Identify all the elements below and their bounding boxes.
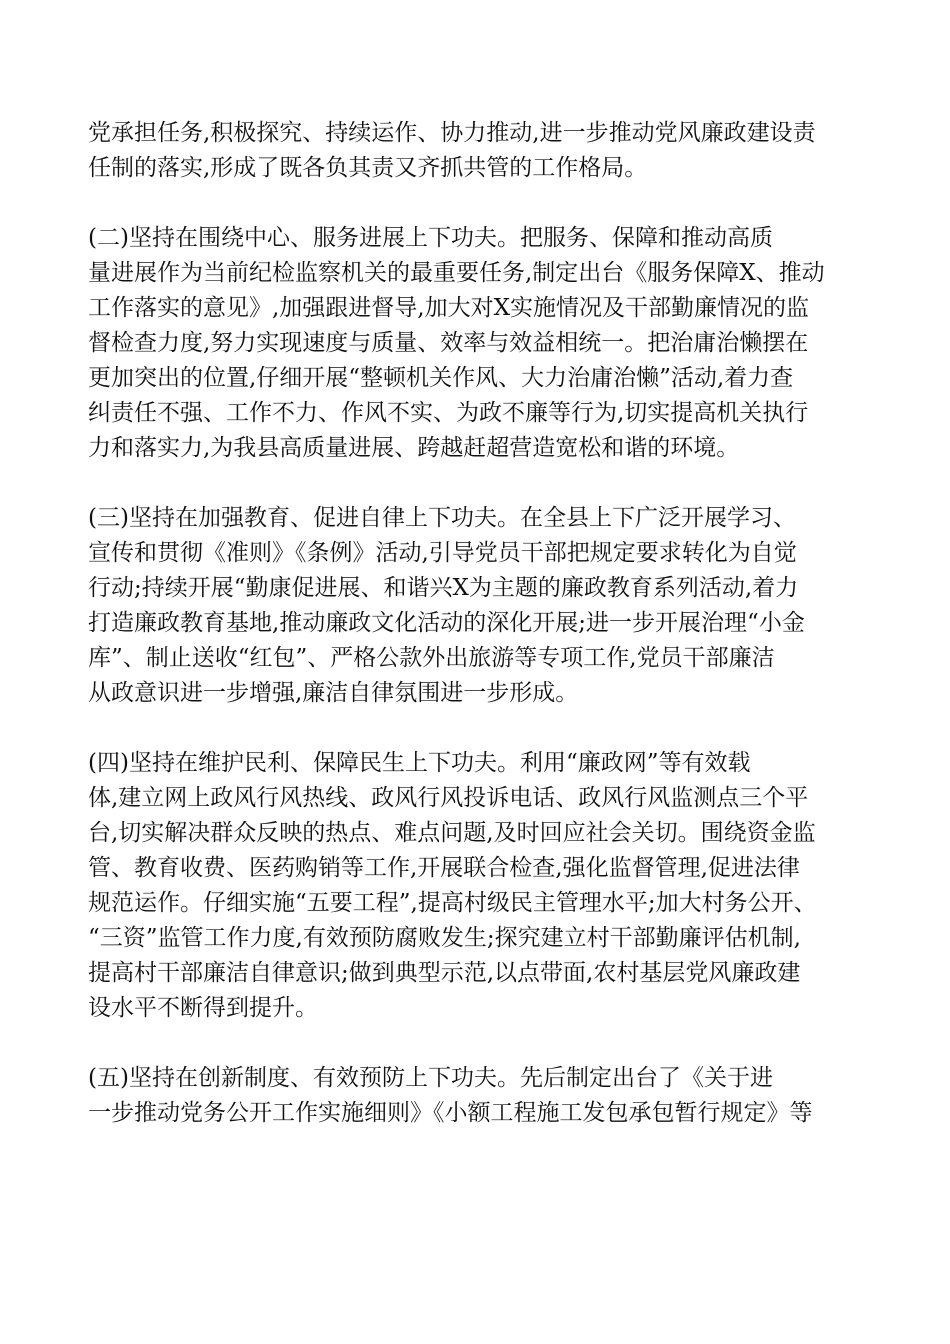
paragraph-spacer bbox=[88, 711, 868, 746]
paragraph-spacer bbox=[88, 1026, 868, 1061]
paragraph-spacer bbox=[88, 466, 868, 501]
document-page bbox=[88, 116, 868, 1131]
paragraph-spacer bbox=[88, 186, 868, 221]
paragraph-section-4: (四)坚持在维护民利、保障民生上下功夫。利用“廉政网”等有效载 体,建立网上政风行风热线、政风行风投诉电话、政风行风监测点三个平 台,切实解决群众反映的热点、难点问题,及时回应社会关切。围绕资金监 管、教育收费、医药购销等工作,开展联合检查,强化监督管理,促进法律 规范运作。仔细实施“五要工程”,提高村级民主管理水平;加大村务公开、 “三资”监管工作力度,有效预防腐败发生;探究建立村干部勤廉评估机制, 提高村干部廉洁自律意识;做到典型示范,以点带面,农村基层党风廉政建 设水平不断得到提升。 bbox=[88, 750, 817, 1021]
paragraph-section-3: (三)坚持在加强教育、促进自律上下功夫。在全县上下广泛开展学习、 宣传和贯彻《准则》《条例》活动,引导党员干部把规定要求转化为自觉 行动;持续开展“勤康促进展、和谐兴X为主题的廉政教育系列活动,着力 打造廉政教育基地,推动廉政文化活动的深化开展;进一步开展治理“小金 库”、制止送收“红包”、严格公款外出旅游等专项工作,党员干部廉洁 从政意识进一步增强,廉洁自律氛围进一步形成。 bbox=[88, 505, 805, 706]
paragraph-section-2: (二)坚持在围绕中心、服务进展上下功夫。把服务、保障和推动高质 量进展作为当前纪检监察机关的最重要任务,制定出台《服务保障X、推动 工作落实的意见》,加强跟进督导,加大对X实施情况及干部勤廉情况的监 督检查力度,努力实现速度与质量、效率与效益相统一。把治庸治懒摆在 更加突出的位置,仔细开展“整顿机关作风、大力治庸治懒”活动,着力查 纠责任不强、工作不力、作风不实、为政不廉等行为,切实提高机关执行 力和落实力,为我县高质量进展、跨越赶超营造宽松和谐的环境。 bbox=[88, 225, 825, 461]
paragraph-section-5: (五)坚持在创新制度、有效预防上下功夫。先后制定出台了《关于进 一步推动党务公开工作实施细则》《小额工程施工发包承包暂行规定》等 bbox=[88, 1065, 813, 1126]
paragraph-continuation: 党承担任务,积极探究、持续运作、协力推动,进一步推动党风廉政建设责 任制的落实,形成了既各负其责又齐抓共管的工作格局。 bbox=[88, 120, 816, 181]
